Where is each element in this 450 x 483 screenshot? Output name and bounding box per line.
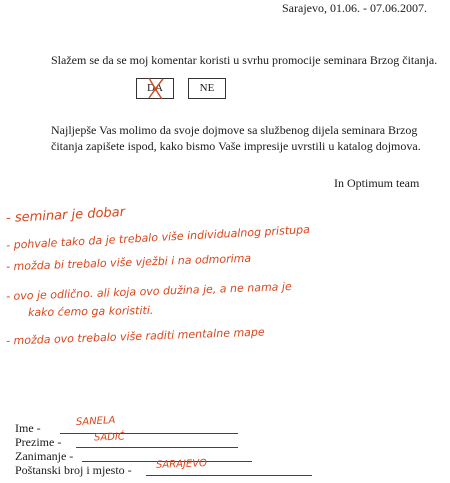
- comment-line: - ovo je odlično. ali koja ovo dužina je, a ne nama je: [5, 280, 292, 303]
- yes-label: DA: [147, 82, 163, 94]
- comment-line: - možda ovo trebalo više raditi mentalne mape: [5, 325, 265, 348]
- date-line: Sarajevo, 01.06. - 07.06.2007.: [282, 1, 427, 15]
- request-line-1: Najljepše Vas molimo da svoje dojmove sa službenog dijela seminara Brzog: [51, 123, 418, 137]
- no-label: NE: [199, 82, 215, 94]
- request-line-2: čitanja zapišete ispod, kako bismo Vaše impresije uvrstili u katalog dojmova.: [51, 139, 421, 153]
- occupation-label: Zanimanje -: [15, 449, 74, 463]
- surname-value: SADIĆ: [93, 431, 126, 444]
- comment-line: - pohvale tako da je trebalo više individualnog pristupa: [5, 223, 311, 252]
- comment-line: kako ćemo ga koristiti.: [27, 303, 154, 320]
- surname-field-line[interactable]: [76, 447, 238, 448]
- comment-line: - seminar je dobar: [5, 204, 126, 227]
- x-mark-icon: [137, 76, 173, 101]
- team-signature: In Optimum team: [334, 176, 420, 190]
- name-label: Ime -: [15, 421, 41, 435]
- postal-field-line[interactable]: [146, 475, 312, 476]
- consent-statement: Slažem se da se moj komentar koristi u svrhu promocije seminara Brzog čitanja.: [51, 53, 438, 67]
- no-checkbox[interactable]: [188, 78, 226, 99]
- name-field-line[interactable]: [60, 433, 238, 434]
- surname-label: Prezime -: [15, 435, 62, 449]
- yes-checkbox[interactable]: [136, 78, 174, 99]
- postal-value: SARAJEVO: [155, 458, 208, 471]
- name-value: SANELA: [75, 414, 116, 429]
- postal-label: Poštanski broj i mjesto -: [15, 463, 132, 477]
- comment-line: - možda bi trebalo više vježbi i na odmorima: [5, 251, 252, 274]
